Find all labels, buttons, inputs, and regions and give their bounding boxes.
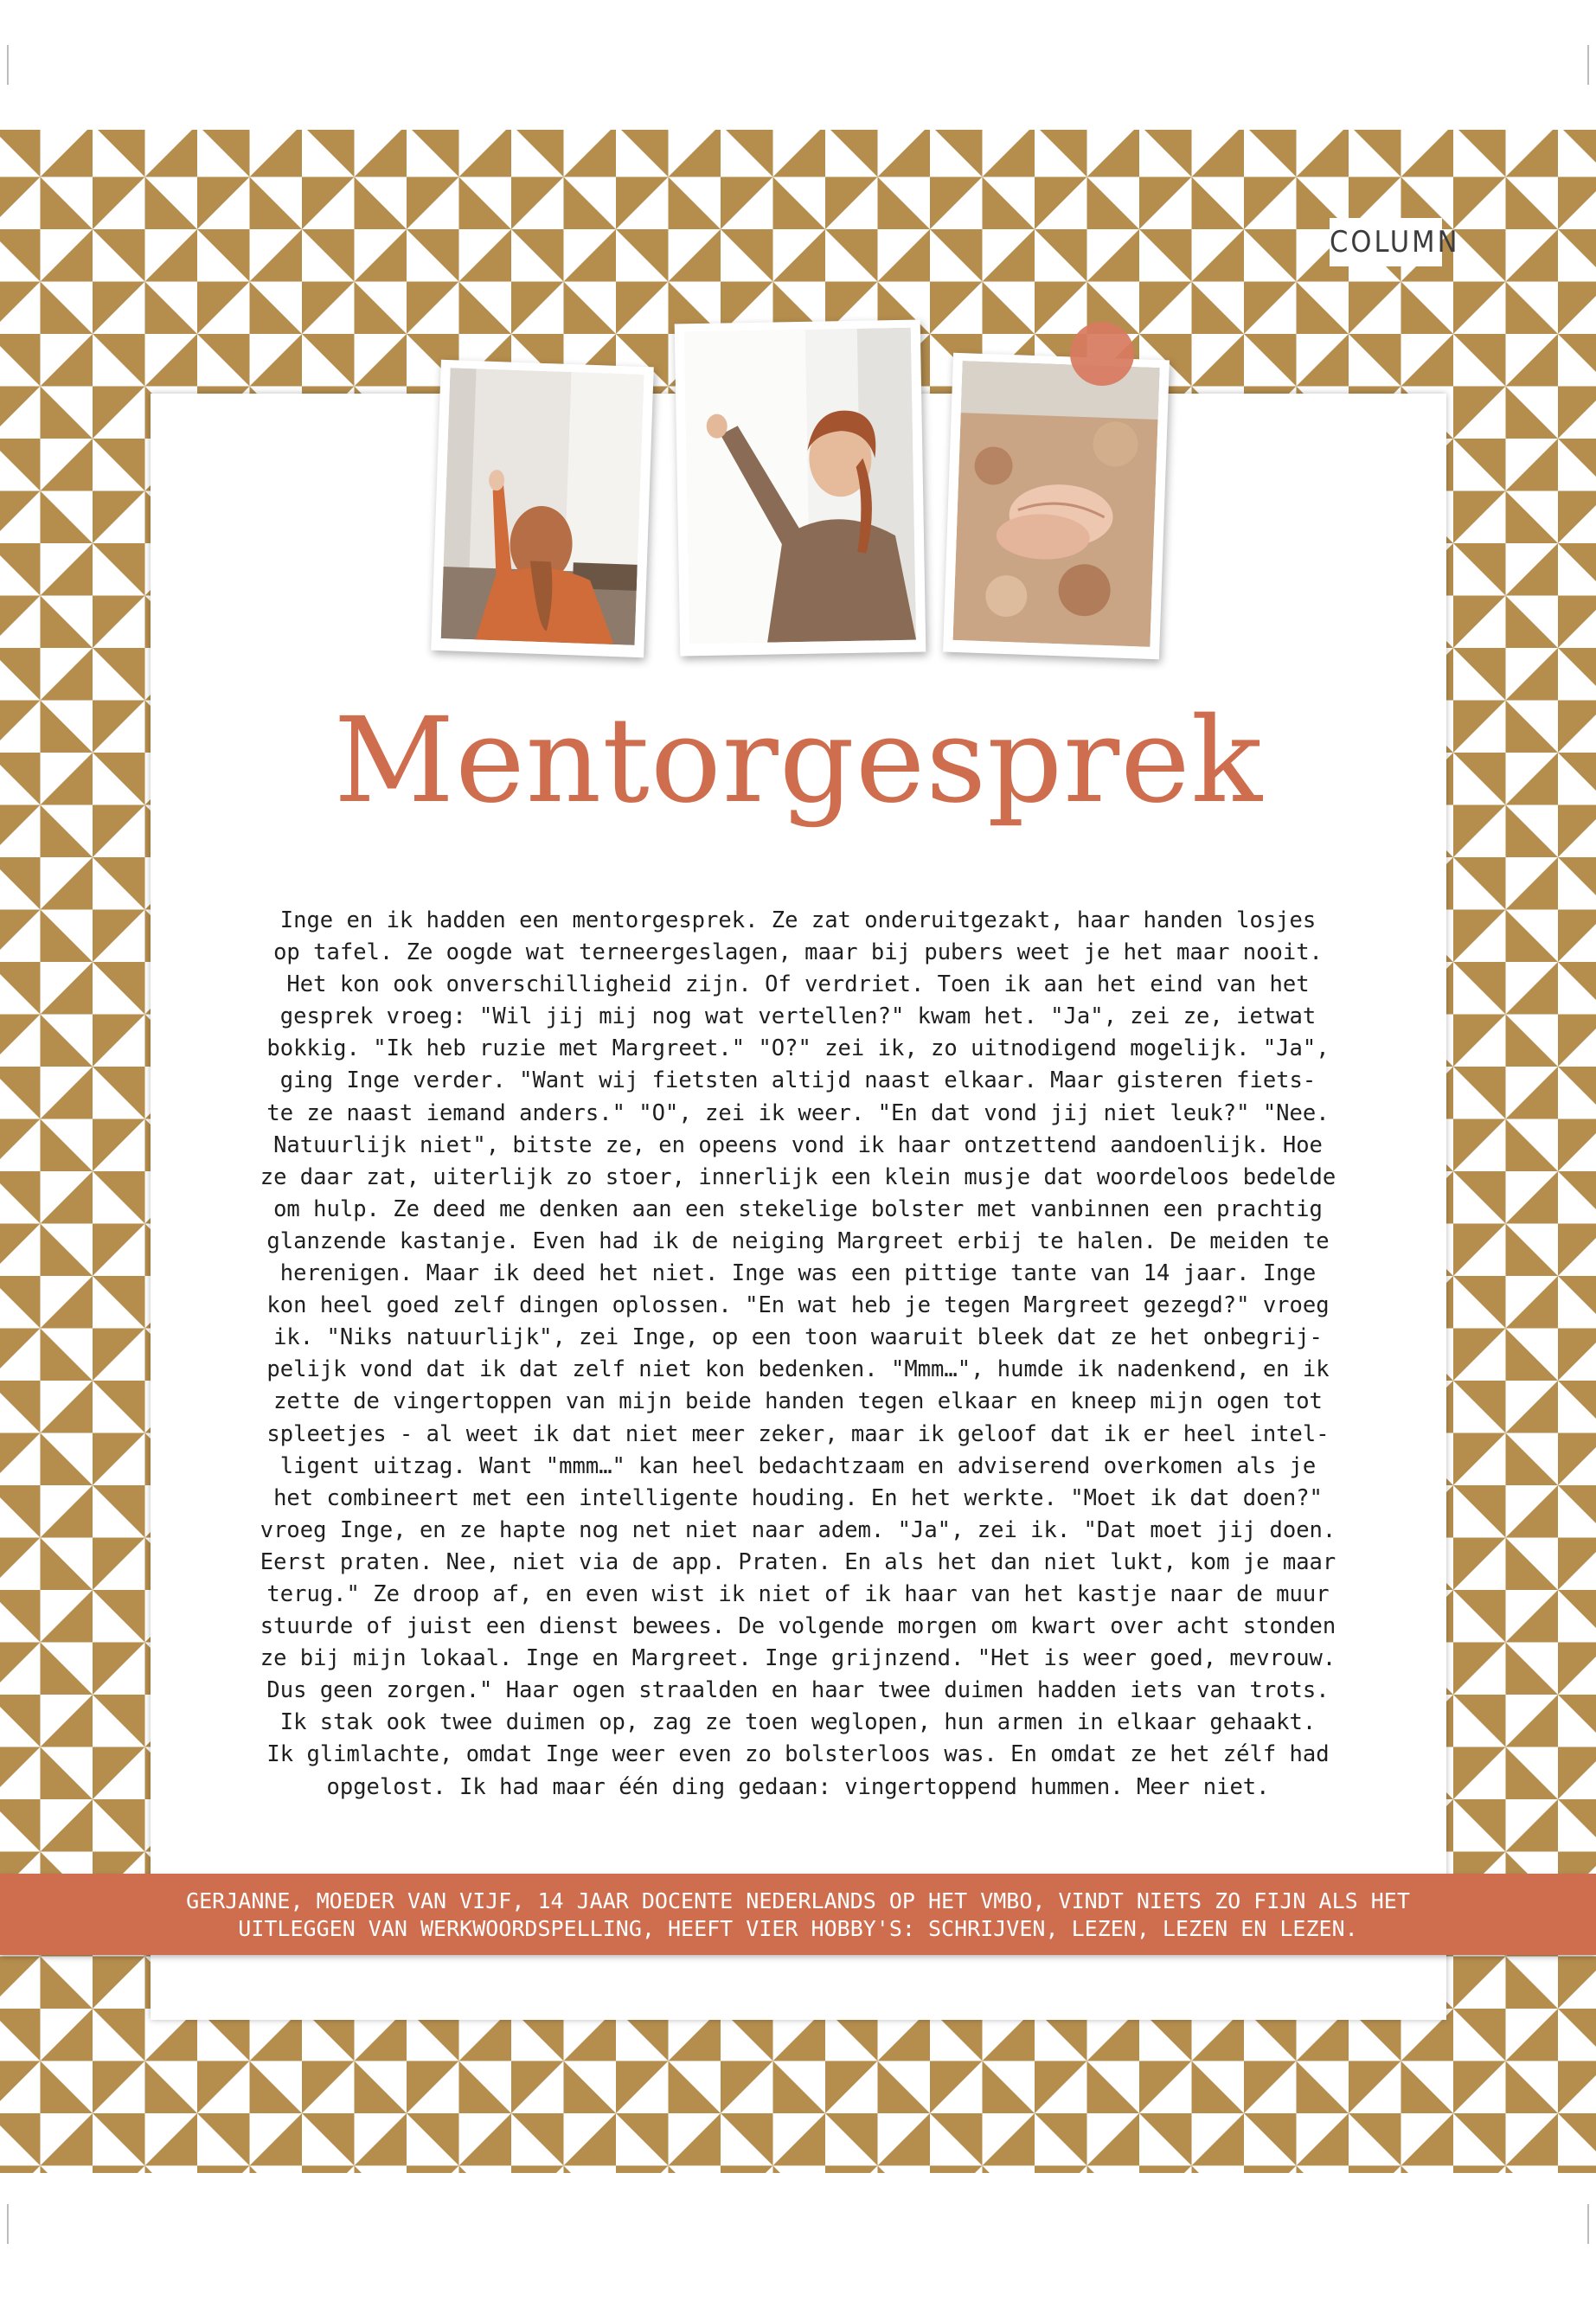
crop-mark-bottom-right [1587,2204,1589,2244]
crop-mark-top-right [1587,45,1589,85]
folded-hands-photo-icon [953,361,1160,647]
photo-teacher [675,320,926,657]
article-title: Mentorgesprek [333,693,1264,830]
crop-mark-bottom-left [7,2204,9,2244]
photo-student [431,360,654,657]
decorative-dot [1070,322,1134,386]
photo-hands [943,353,1170,660]
teacher-at-whiteboard-photo-icon [684,328,916,644]
article-body: Inge en ik hadden een mentorgesprek. Ze zat onderuitgezakt, haar handen losjes op tafel. Ze oogde wat terneergeslagen, maar bij pubers weet je het maar nooit. Het kon ook onverschilligheid zijn. Of verdriet. Toen ik aan het eind van het gesprek vroeg: "Wil jij mij nog wat vertellen?" kwam het. "Ja", zei ze, ietwat bokkig. "Ik heb ruzie met Margreet." "O?" zei ik, zo uitnodigend mogelijk. "Ja", ging Inge verder. "Want wij fietsten altijd naast elkaar. Maar gisteren fiets- te ze naast iemand anders." "O", zei ik weer. "En dat vond jij niet leuk?" "Nee. Natuurlijk niet", bitste ze, en opeens vond ik haar ontzettend aandoenlijk. Hoe ze daar zat, uiterlijk zo stoer, innerlijk een klein musje dat woordeloos bedelde om hulp. Ze deed me denken aan een stekelige bolster met vanbinnen een prachtig glanzende kastanje. Even had ik de neiging Margreet erbij te halen. De meiden te herenigen. Maar ik deed het niet. Inge was een pittige tante van 14 jaar. Inge kon heel goed zelf dingen oplossen. "En wat heb je tegen Margreet gezegd?" vroeg ik. "Niks natuurlijk", zei Inge, op een toon waaruit bleek dat ze het onbegrij- pelijk vond dat ik dat zelf niet kon bedenken. "Mmm…", humde ik nadenkend, en ik zette de vingertoppen van mijn beide handen tegen elkaar en kneep mijn ogen tot spleetjes - al weet ik dat niet meer zeker, maar ik geloof dat ik er heel intel- ligent uitzag. Want "mmm…" kan heel bedachtzaam en adviserend overkomen als je het combineert met een intelligente houding. En het werkte. "Moet ik dat doen?" vroeg Inge, en ze hapte nog net niet naar adem. "Ja", zei ik. "Dat moet jij doen. Eerst praten. Nee, niet via de app. Praten. En als het dan niet lukt, kom je maar terug." Ze droop af, en even wist ik niet of ik haar van het kastje naar de muur stuurde of juist een dienst bewees. De volgende morgen om kwart over acht stonden ze bij mijn lokaal. Inge en Margreet. Inge grijnzend. "Het is weer goed, mevrouw. Dus geen zorgen." Haar ogen straalden en haar twee duimen hadden iets van trots. Ik stak ook twee duimen op, zag ze toen weglopen, hun armen in elkaar gehaakt. Ik glimlachte, omdat Inge weer even zo bolsterloos was. En omdat ze het zélf had opgelost. Ik had maar één ding gedaan: vingertoppend hummen. Meer niet. [260,907,1336,1800]
crop-mark-top-left [7,45,9,85]
section-label: COLUMN [1330,218,1442,266]
student-raising-hand-photo-icon [441,368,644,645]
author-bio-bar: GERJANNE, MOEDER VAN VIJF, 14 JAAR DOCENTE NEDERLANDS OP HET VMBO, VINDT NIETS ZO FIJN ALS HET UITLEGGEN VAN WERKWOORDSPELLING, HEEFT VIER HOBBY'S: SCHRIJVEN, LEZEN, LEZEN EN LEZEN. [0,1874,1596,1955]
